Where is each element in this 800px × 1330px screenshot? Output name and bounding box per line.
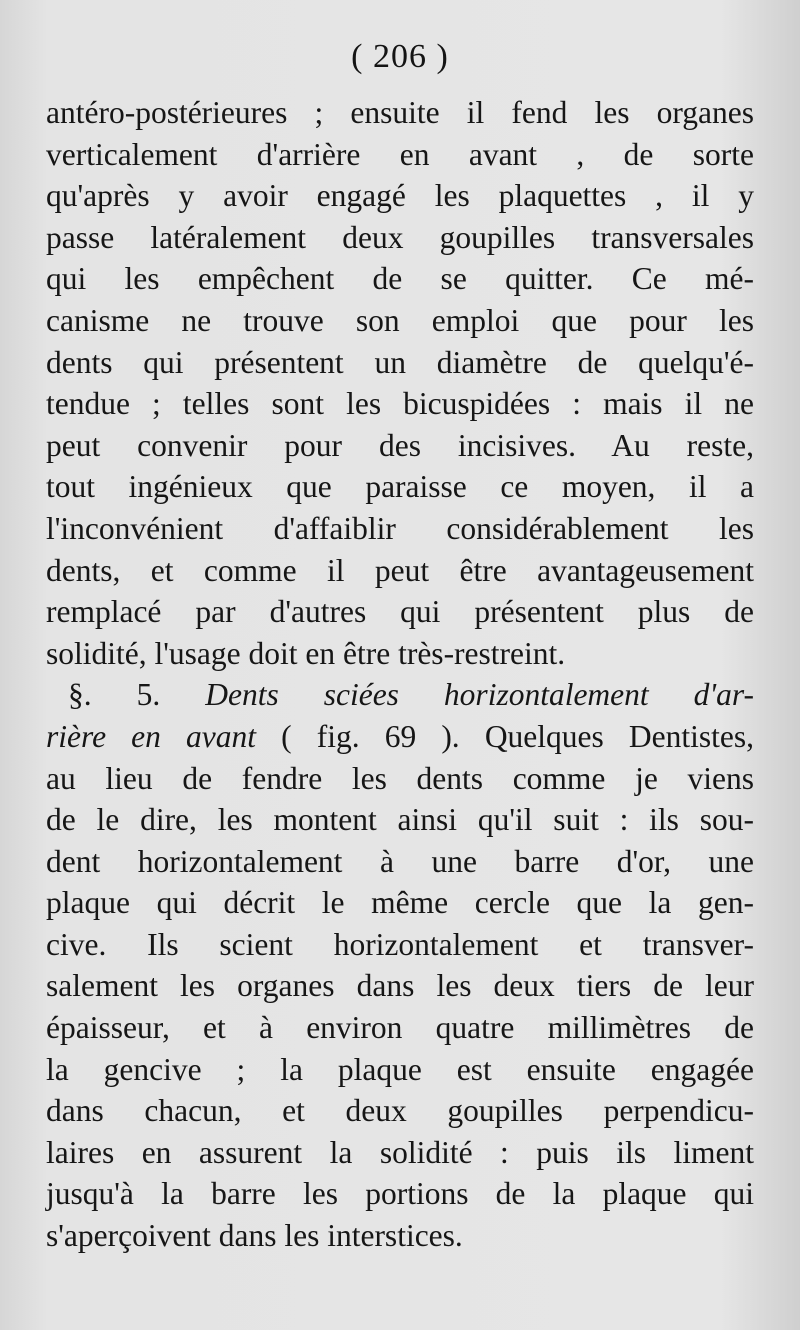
text-line: l'inconvénient d'affaiblir considérablement les bbox=[46, 510, 754, 546]
body-text bbox=[46, 92, 754, 1257]
text-line: dents, et comme il peut être avantageusement bbox=[46, 552, 754, 588]
text-line: antéro-postérieures ; ensuite il fend les organes bbox=[46, 95, 754, 130]
section-heading-continuation: rière en avant bbox=[46, 718, 256, 754]
text-line: tendue ; telles sont les bicuspidées : mais il ne bbox=[46, 386, 754, 422]
text-line: au lieu de fendre les dents comme je viens bbox=[46, 760, 754, 796]
text-line: salement les organes dans les deux tiers de leur bbox=[46, 968, 754, 1004]
text-line: laires en assurent la solidité : puis ils liment bbox=[46, 1134, 754, 1170]
text-line: de le dire, les montent ainsi qu'il suit : ils sou- bbox=[46, 802, 754, 838]
text-line: tout ingénieux que paraisse ce moyen, il a bbox=[46, 469, 754, 505]
text-line: cive. Ils scient horizontalement et transver- bbox=[46, 926, 754, 962]
section-heading-line bbox=[46, 716, 754, 758]
text-line: dents qui présentent un diamètre de quelqu'é- bbox=[46, 344, 754, 380]
text-line: passe latéralement deux goupilles transversales bbox=[46, 219, 754, 255]
page-number: ( 206 ) bbox=[351, 38, 449, 75]
text-line: canisme ne trouve son emploi que pour les bbox=[46, 302, 754, 338]
text-line: épaisseur, et à environ quatre millimètres de bbox=[46, 1010, 754, 1046]
text-line: qui les empêchent de se quitter. Ce mé- bbox=[46, 261, 754, 297]
section-number: §. 5. bbox=[68, 677, 161, 713]
text-line: verticalement d'arrière en avant , de sorte bbox=[46, 136, 754, 172]
text-line: plaque qui décrit le même cercle que la gen- bbox=[46, 885, 754, 921]
text-line: remplacé par d'autres qui présentent plus de bbox=[46, 594, 754, 630]
text-line: dans chacun, et deux goupilles perpendicu- bbox=[46, 1093, 754, 1129]
text-line: peut convenir pour des incisives. Au reste, bbox=[46, 427, 754, 463]
text-line: qu'après y avoir engagé les plaquettes , il y bbox=[46, 178, 754, 214]
section-heading: Dents sciées horizontalement d'ar- bbox=[205, 677, 755, 713]
text-run: Quelques Dentistes, bbox=[484, 718, 755, 754]
figure-reference: ( fig. 69 ). bbox=[281, 718, 460, 754]
text-line: dent horizontalement à une barre d'or, une bbox=[46, 843, 754, 879]
section-heading-line bbox=[46, 674, 754, 716]
text-line: la gencive ; la plaque est ensuite engagée bbox=[46, 1051, 754, 1087]
text-line: s'aperçoivent dans les interstices. bbox=[46, 1218, 463, 1254]
text-line: solidité, l'usage doit en être très-restreint. bbox=[46, 635, 566, 671]
text-line: jusqu'à la barre les portions de la plaque qui bbox=[46, 1176, 754, 1212]
